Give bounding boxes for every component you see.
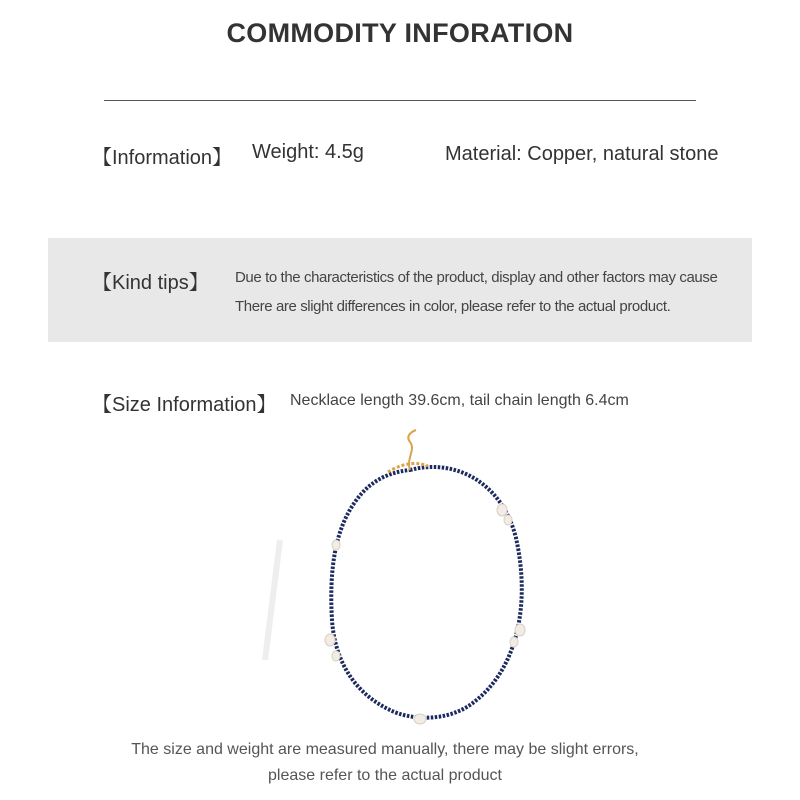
material-text: Material: Copper, natural stone: [445, 143, 719, 165]
pearl: [504, 515, 512, 525]
pearl: [515, 624, 525, 636]
size-information-value: Necklace length 39.6cm, tail chain length 6.4cm: [290, 392, 629, 409]
pearl: [497, 504, 507, 516]
size-information-label: 【Size Information】: [92, 394, 277, 416]
kind-tips-line-1: Due to the characteristics of the product, display and other factors may cause: [235, 269, 718, 286]
pearl: [510, 637, 518, 647]
kind-tips-label: 【Kind tips】: [92, 272, 209, 294]
footer-note-line-1: The size and weight are measured manually, there may be slight errors,: [131, 741, 639, 758]
page-title: COMMODITY INFORATION: [226, 18, 574, 48]
pearl: [332, 651, 340, 661]
kind-tips-line-2: There are slight differences in color, please refer to the actual product.: [235, 298, 671, 315]
pearl: [332, 540, 340, 550]
footer-note-line-2: please refer to the actual product: [268, 767, 502, 784]
weight-text: Weight: 4.5g: [252, 141, 364, 163]
necklace-strand: [331, 467, 522, 718]
necklace-photo: [240, 420, 560, 740]
pearl: [325, 634, 335, 646]
photo-shadow: [265, 540, 280, 660]
pearl: [414, 714, 426, 724]
title-divider: [104, 100, 696, 101]
information-label: 【Information】: [92, 147, 233, 169]
